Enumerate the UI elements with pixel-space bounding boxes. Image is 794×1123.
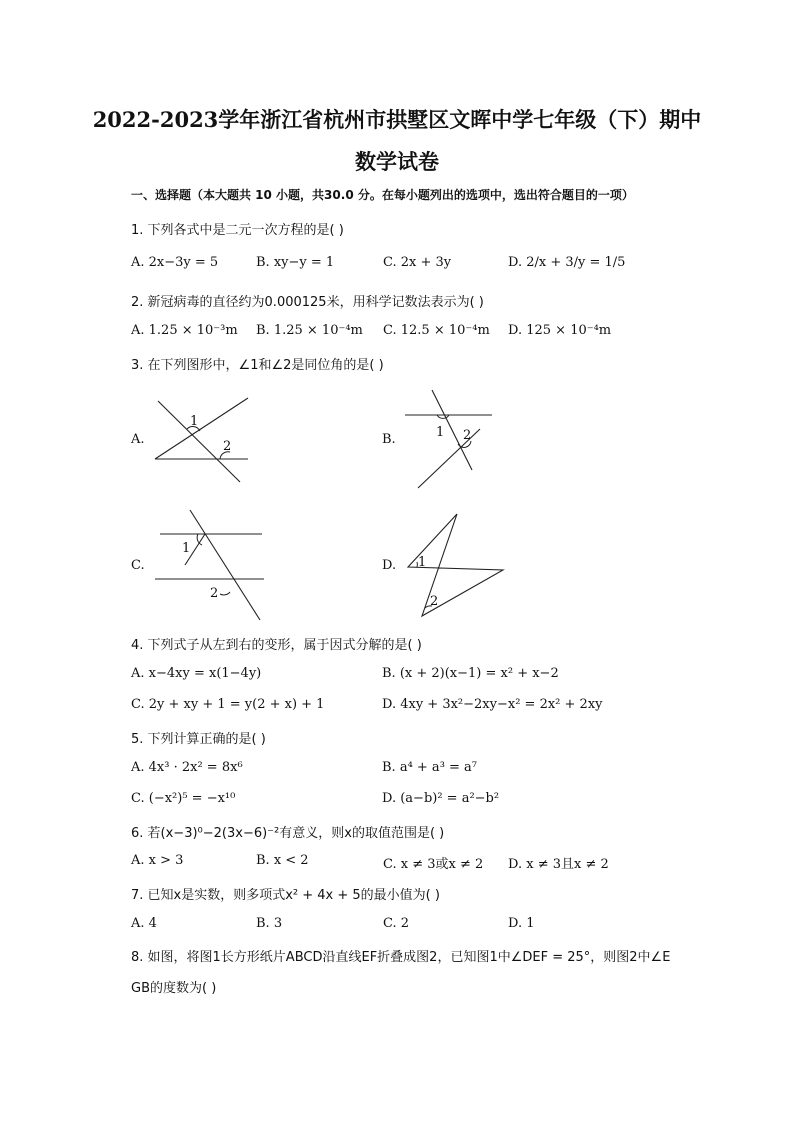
question-6-option-a: A. x > 3 <box>131 853 184 868</box>
question-5-option-c: C. (−x²)⁵ = −x¹⁰ <box>131 791 236 806</box>
figure-d <box>400 510 510 625</box>
figure-d-label-2: 2 <box>430 594 439 609</box>
figure-c-label-2: 2 <box>210 586 219 601</box>
figure-d-label-1: 1 <box>418 555 427 570</box>
question-8-stem-continued: GB的度数为( ) <box>131 981 217 996</box>
figure-b-label-1: 1 <box>436 425 445 440</box>
question-4-option-d: D. 4xy + 3x²−2xy−x² = 2x² + 2xy <box>382 697 603 712</box>
question-6-option-b: B. x < 2 <box>256 853 309 868</box>
question-4-stem: 4. 下列式子从左到右的变形，属于因式分解的是( ) <box>131 638 422 653</box>
question-2-stem: 2. 新冠病毒的直径约为0.000125米，用科学记数法表示为( ) <box>131 295 484 310</box>
question-8-stem: 8. 如图，将图1长方形纸片ABCD沿直线EF折叠成图2，已知图1中∠DEF = 25°，则图2中∠E <box>131 950 671 965</box>
question-7-option-a: A. 4 <box>131 916 157 931</box>
section-heading: 一、选择题（本大题共 10 小题，共30.0 分。在每小题列出的选项中，选出符合题目的一项） <box>131 188 634 202</box>
question-7-option-c: C. 2 <box>383 916 410 931</box>
question-2-option-d: D. 125 × 10⁻⁴m <box>508 323 612 338</box>
question-2-option-a: A. 1.25 × 10⁻³m <box>131 323 238 338</box>
figure-b-label-2: 2 <box>463 428 472 443</box>
question-7-stem: 7. 已知x是实数，则多项式x² + 4x + 5的最小值为( ) <box>131 888 440 903</box>
question-5-option-d: D. (a−b)² = a²−b² <box>382 791 500 806</box>
question-6-stem: 6. 若(x−3)⁰−2(3x−6)⁻²有意义，则x的取值范围是( ) <box>131 826 445 841</box>
page-title: 2022-2023学年浙江省杭州市拱墅区文晖中学七年级（下）期中 <box>92 107 702 132</box>
question-7-option-b: B. 3 <box>256 916 283 931</box>
question-3-option-a: A. <box>131 432 145 447</box>
question-2-option-b: B. 1.25 × 10⁻⁴m <box>256 323 363 338</box>
figure-c-label-1: 1 <box>182 541 191 556</box>
figure-c <box>150 505 270 625</box>
question-7-option-d: D. 1 <box>508 916 535 931</box>
question-4-option-a: A. x−4xy = x(1−4y) <box>131 666 262 681</box>
figure-a-label-2: 2 <box>223 439 232 454</box>
question-4-option-b: B. (x + 2)(x−1) = x² + x−2 <box>382 666 559 681</box>
question-3-stem: 3. 在下列图形中，∠1和∠2是同位角的是( ) <box>131 358 384 373</box>
page-subtitle: 数学试卷 <box>355 149 439 174</box>
figure-a-label-1: 1 <box>190 414 199 429</box>
question-1-option-d: D. 2/x + 3/y = 1/5 <box>508 255 626 270</box>
question-3-option-b: B. <box>382 432 396 447</box>
question-6-option-c: C. x ≠ 3或x ≠ 2 <box>383 857 484 872</box>
question-3-option-c: C. <box>131 558 145 573</box>
figure-a <box>150 395 260 490</box>
question-5-stem: 5. 下列计算正确的是( ) <box>131 732 266 747</box>
question-6-option-d: D. x ≠ 3且x ≠ 2 <box>508 857 609 872</box>
figure-b <box>400 385 500 495</box>
question-4-option-c: C. 2y + xy + 1 = y(2 + x) + 1 <box>131 697 325 712</box>
question-1-stem: 1. 下列各式中是二元一次方程的是( ) <box>131 223 344 238</box>
question-2-option-c: C. 12.5 × 10⁻⁴m <box>383 323 490 338</box>
question-5-option-b: B. a⁴ + a³ = a⁷ <box>382 760 478 775</box>
question-1-option-b: B. xy−y = 1 <box>256 255 335 270</box>
question-5-option-a: A. 4x³ · 2x² = 8x⁶ <box>131 760 243 775</box>
question-1-option-a: A. 2x−3y = 5 <box>131 255 219 270</box>
question-1-option-c: C. 2x + 3y <box>383 255 452 270</box>
question-3-option-d: D. <box>382 558 397 573</box>
